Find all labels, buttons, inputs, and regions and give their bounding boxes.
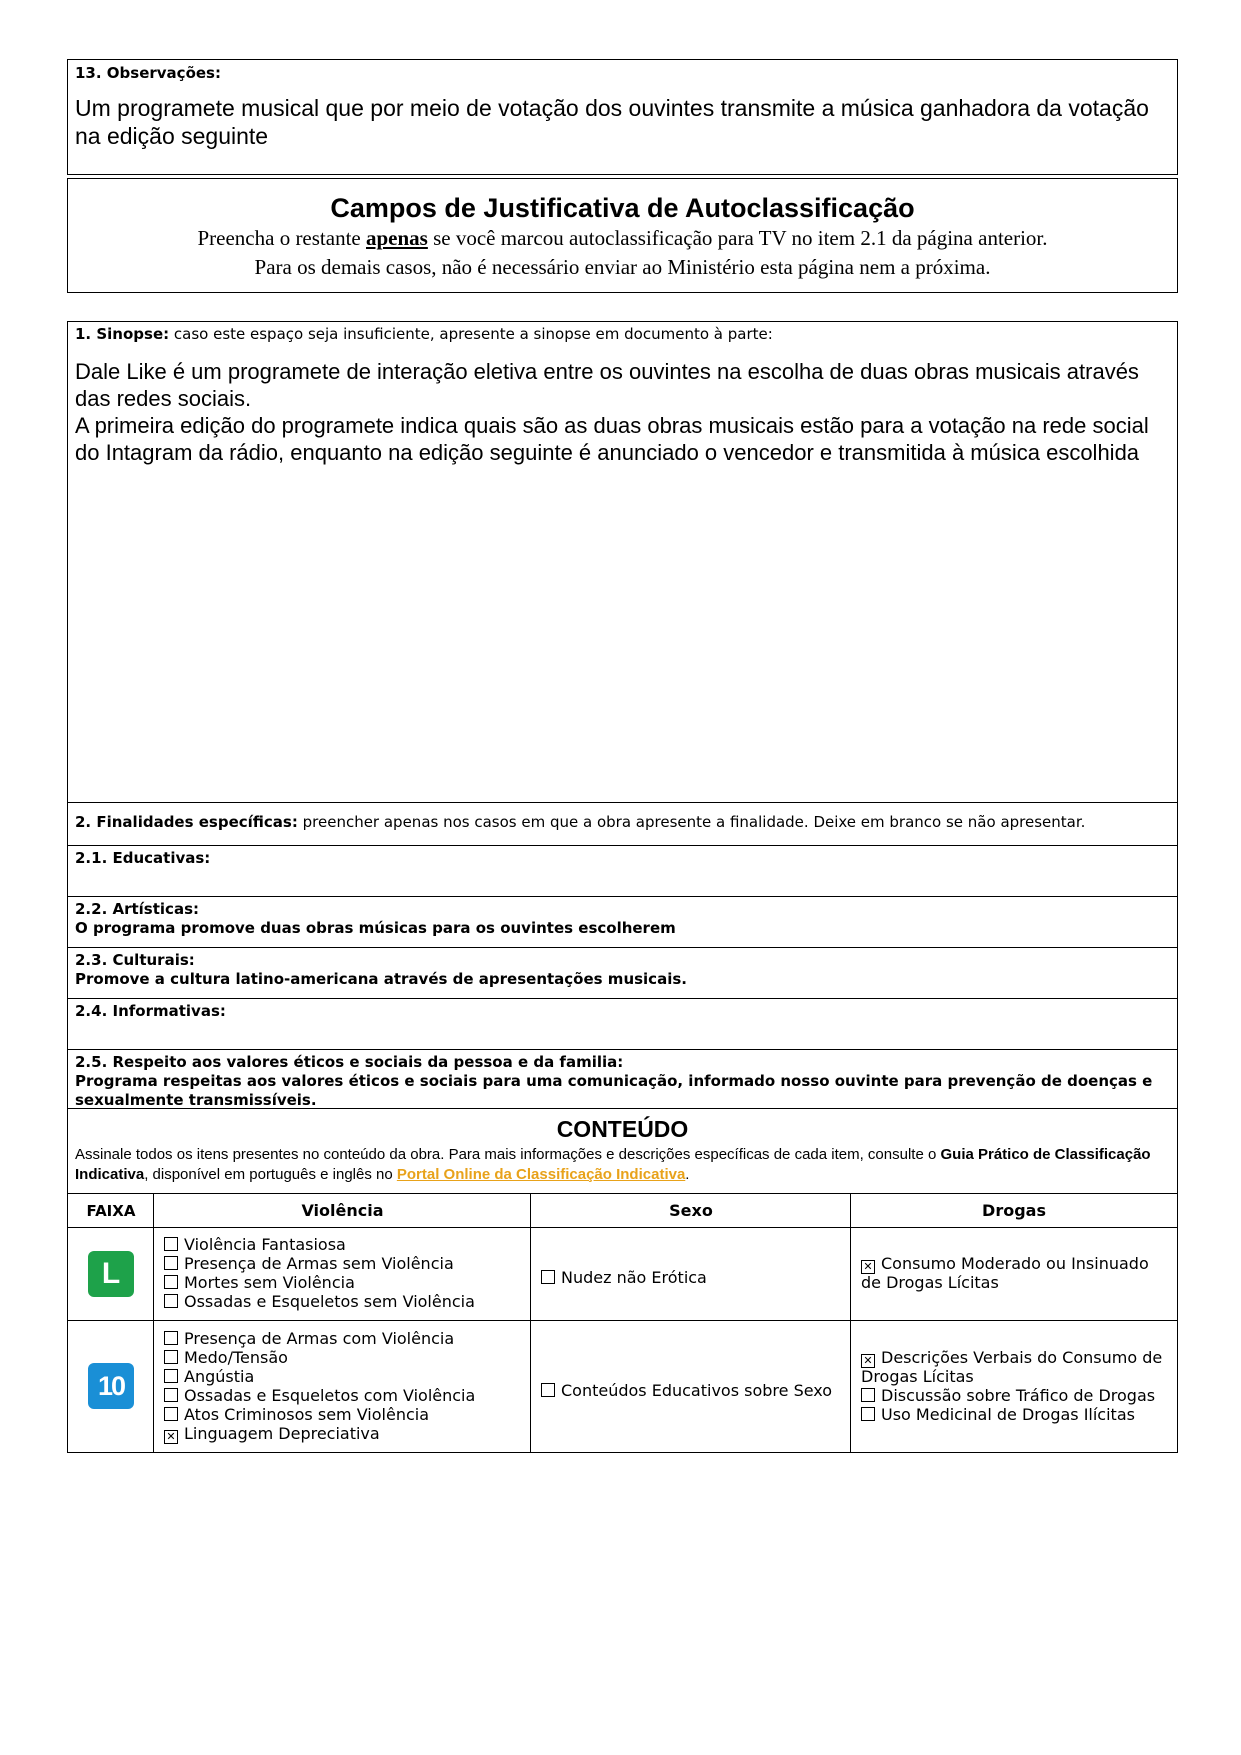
checkbox-item[interactable] [164,1405,524,1424]
checkbox-icon[interactable] [541,1270,555,1284]
checkbox-label: Medo/Tensão [184,1348,288,1367]
guia-pratico: Guia Prático de Classificação Indicativa [75,1146,1151,1183]
checkbox-item[interactable] [164,1367,524,1386]
checkbox-item[interactable] [541,1381,841,1400]
culturais-section[interactable] [68,948,1177,999]
checkbox-item[interactable] [861,1386,1171,1405]
justificativa-title: Campos de Justificativa de Autoclassificação [330,193,915,223]
form-main [67,321,1178,1453]
checkbox-label: Violência Fantasiosa [184,1235,346,1254]
rating-badge-10: 10 [88,1363,134,1409]
sinopse-header [75,325,1170,344]
checkbox-label: Atos Criminosos sem Violência [184,1405,430,1424]
culturais-text: Promove a cultura latino-americana através de apresentações musicais. [75,970,687,988]
row-10-sexo [541,1381,841,1400]
checkbox-label: Consumo Moderado ou Insinuado de Drogas Lícitas [861,1254,1149,1292]
sinopse-para-1: Dale Like é um programete de interação eletiva entre os ouvintes na escolha de duas obras musicais através das redes sociais. [75,359,1139,411]
respeito-section[interactable] [68,1050,1177,1109]
informativas-section[interactable] [68,999,1177,1050]
justificativa-line1-post: se você marcou autoclassificação para TV no item 2.1 da página anterior. [427,226,1048,250]
checkbox-label: Mortes sem Violência [184,1273,355,1292]
checkbox-item[interactable] [861,1254,1171,1292]
checkbox-label: Nudez não Erótica [561,1268,707,1287]
checkbox-icon[interactable] [164,1369,178,1383]
checkbox-item[interactable] [164,1235,524,1254]
row-10-drogas [861,1348,1171,1424]
respeito-text: Programa respeitas aos valores éticos e sociais para uma comunicação, informado nosso ouvinte para prevenção de doenças e sexualmente transmissíveis. [75,1072,1153,1109]
observacoes-text[interactable]: Um programete musical que por meio de votação dos ouvintes transmite a música ganhadora da votação na edição seguinte [75,95,1149,149]
checkbox-icon[interactable] [164,1388,178,1402]
justificativa-line-1 [68,224,1177,253]
sinopse-text[interactable] [75,358,1170,466]
checkbox-item[interactable] [164,1386,524,1405]
artisticas-text: O programa promove duas obras músicas para os ouvintes escolherem [75,919,676,937]
checkbox-icon[interactable] [164,1350,178,1364]
checkbox-label: Presença de Armas com Violência [184,1329,455,1348]
table-row-divider [68,1320,1177,1321]
checkbox-item[interactable] [164,1254,524,1273]
checkbox-item[interactable] [164,1329,524,1348]
col-faixa [68,1194,154,1452]
checkbox-item[interactable] [164,1292,524,1311]
checkbox-item[interactable] [164,1348,524,1367]
sinopse-para-2: A primeira edição do programete indica quais são as duas obras musicais estão para a votação na rede social do Intagram da rádio, enquanto na edição seguinte é anunciado o vencedor e transmitida à música escolhida [75,413,1149,465]
rating-badge-l: L [88,1251,134,1297]
conteudo-text-mid: , disponível em português e inglês no [144,1166,397,1183]
checked-checkbox-icon[interactable]: ✕ [861,1260,875,1274]
culturais-label: 2.3. Culturais: [75,951,195,969]
checkbox-icon[interactable] [164,1275,178,1289]
row-10-violencia [164,1329,524,1443]
checkbox-icon[interactable] [164,1256,178,1270]
observacoes-box [67,59,1178,175]
row-l-violencia [164,1235,524,1311]
conteudo-text-end: . [685,1166,690,1183]
checkbox-icon[interactable] [541,1383,555,1397]
checkbox-icon[interactable] [164,1331,178,1345]
header-violencia: Violência [301,1201,384,1220]
conteudo-section [68,1109,1177,1194]
observacoes-label: 13. Observações: [75,64,221,82]
checkbox-icon[interactable] [164,1294,178,1308]
justificativa-line1-pre: Preencha o restante [197,226,366,250]
checkbox-label: Conteúdos Educativos sobre Sexo [561,1381,833,1400]
checkbox-item[interactable] [541,1268,841,1287]
checkbox-icon[interactable] [861,1388,875,1402]
educativas-label: 2.1. Educativas: [75,849,211,867]
row-l-drogas [861,1254,1171,1292]
informativas-label: 2.4. Informativas: [75,1002,226,1020]
header-drogas: Drogas [982,1201,1046,1220]
educativas-section[interactable] [68,846,1177,897]
header-faixa: FAIXA [86,1202,136,1220]
justificativa-line1-bold: apenas [366,226,428,250]
checkbox-label: Descrições Verbais do Consumo de Drogas Lícitas [861,1348,1163,1386]
finalidades-label: 2. Finalidades específicas: [75,813,298,831]
finalidades-section [68,803,1177,846]
checkbox-item[interactable] [164,1424,524,1443]
checkbox-label: Uso Medicinal de Drogas Ilícitas [881,1405,1135,1424]
checkbox-icon[interactable] [861,1407,875,1421]
conteudo-text [75,1145,1170,1185]
checkbox-item[interactable] [861,1348,1171,1386]
checkbox-item[interactable] [861,1405,1171,1424]
checkbox-icon[interactable] [164,1407,178,1421]
checkbox-label: Ossadas e Esqueletos sem Violência [184,1292,475,1311]
conteudo-text-pre: Assinale todos os itens presentes no conteúdo da obra. Para mais informações e descrições específicas de cada item, consulte o [75,1146,941,1163]
checkbox-label: Ossadas e Esqueletos com Violência [184,1386,476,1405]
justificativa-box [67,178,1178,293]
respeito-label: 2.5. Respeito aos valores éticos e sociais da pessoa e da familia: [75,1053,624,1071]
checkbox-icon[interactable] [164,1237,178,1251]
conteudo-title: CONTEÚDO [556,1116,689,1142]
sinopse-label: 1. Sinopse: [75,325,170,343]
checkbox-item[interactable] [164,1273,524,1292]
checkbox-label: Presença de Armas sem Violência [184,1254,454,1273]
header-sexo: Sexo [669,1201,713,1220]
sinopse-section [68,322,1177,803]
artisticas-label: 2.2. Artísticas: [75,900,199,918]
portal-link[interactable]: Portal Online da Classificação Indicativa [396,1166,686,1183]
col-sexo [531,1194,851,1452]
row-l-sexo [541,1268,841,1287]
artisticas-section[interactable] [68,897,1177,948]
sinopse-hint: caso este espaço seja insuficiente, apresente a sinopse em documento à parte: [169,325,773,343]
justificativa-line-2: Para os demais casos, não é necessário enviar ao Ministério esta página nem a próxima. [254,255,991,279]
checkbox-label: Angústia [184,1367,255,1386]
checkbox-label: Discussão sobre Tráfico de Drogas [881,1386,1156,1405]
checked-checkbox-icon[interactable]: ✕ [164,1430,178,1444]
finalidades-hint: preencher apenas nos casos em que a obra apresente a finalidade. Deixe em branco se não apresentar. [297,813,1086,831]
content-table [68,1194,1177,1452]
checked-checkbox-icon[interactable]: ✕ [861,1354,875,1368]
checkbox-label: Linguagem Depreciativa [184,1424,380,1443]
